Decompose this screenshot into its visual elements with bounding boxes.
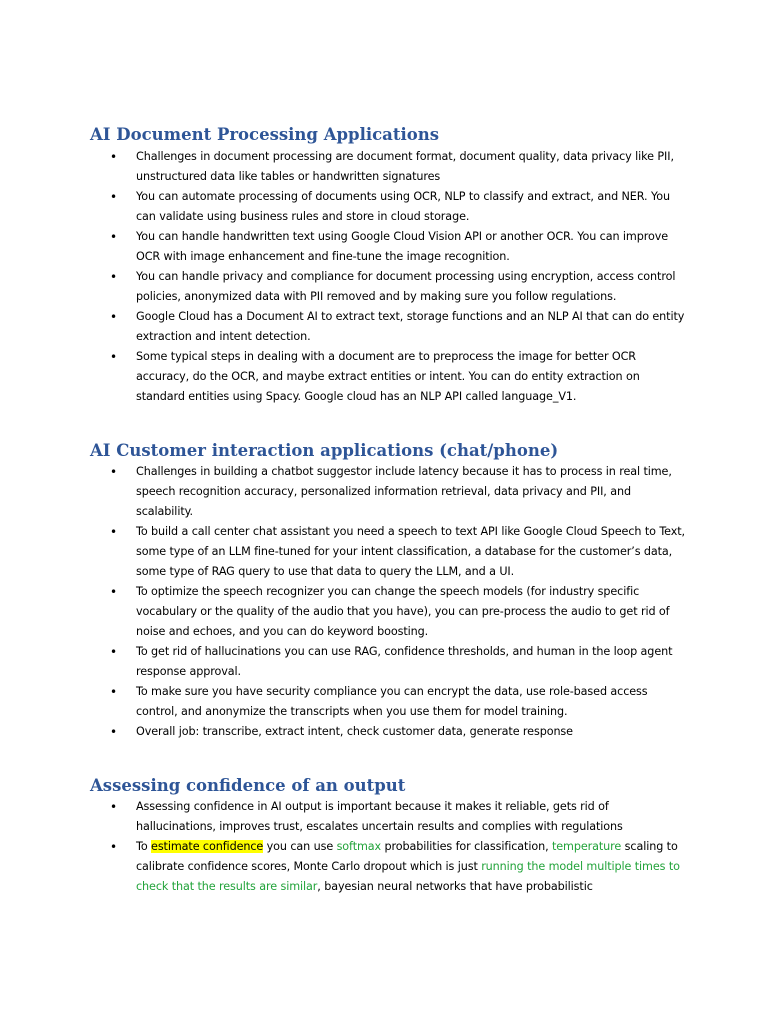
list-item: • You can handle privacy and compliance for document processing using encryption, access control policies, anonymized data with PII removed and by making sure you follow regulations. [90, 267, 690, 307]
text-run: you can use [263, 840, 337, 853]
text-run: probabilities for classification, [381, 840, 552, 853]
list-item: • To build a call center chat assistant you need a speech to text API like Google Cloud Speech to Text, some type of an LLM fine-tuned for your intent classification, a database for the customer’s data, some type of RAG query to use that data to query the LLM, and a UI. [90, 522, 690, 582]
section-heading-assessing-confidence: Assessing confidence of an output [90, 776, 406, 795]
text-run: scaling to calibrate confidence scores, Monte Carlo dropout which is just [136, 840, 678, 873]
list-item: • You can automate processing of documents using OCR, NLP to classify and extract, and NER. You can validate using business rules and store in cloud storage. [90, 187, 690, 227]
highlighted-text-softmax: softmax [336, 840, 382, 853]
text-run: , bayesian neural networks that have probabilistic [317, 880, 593, 893]
bullet-list-customer-interaction [90, 462, 690, 742]
highlighted-text-estimate-confidence: estimate confidence [151, 840, 264, 853]
list-item: • To optimize the speech recognizer you can change the speech models (for industry specific vocabulary or the quality of the audio that you have), you can pre-process the audio to get rid of noise and echoes, and you can do keyword boosting. [90, 582, 690, 642]
list-item: • Challenges in document processing are document format, document quality, data privacy like PII, unstructured data like tables or handwritten signatures [90, 147, 690, 187]
list-item: • Overall job: transcribe, extract intent, check customer data, generate response [90, 722, 690, 742]
bullet-list-assessing-confidence [90, 797, 690, 897]
list-item-estimate-confidence [90, 837, 690, 897]
list-item: • Google Cloud has a Document AI to extract text, storage functions and an NLP AI that can do entity extraction and intent detection. [90, 307, 690, 347]
list-item: • Some typical steps in dealing with a document are to preprocess the image for better OCR accuracy, do the OCR, and maybe extract entities or intent. You can do entity extraction on standard entities using Spacy. Google cloud has an NLP API called language_V1. [90, 347, 690, 407]
highlighted-text-run-model-multiple-times: running the model multiple times to check that the results are similar [136, 860, 680, 893]
list-item: • You can handle handwritten text using Google Cloud Vision API or another OCR. You can improve OCR with image enhancement and fine-tune the image recognition. [90, 227, 690, 267]
list-item: • To make sure you have security compliance you can encrypt the data, use role-based access control, and anonymize the transcripts when you use them for model training. [90, 682, 690, 722]
bullet-list-document-processing [90, 147, 690, 407]
list-item: • To get rid of hallucinations you can use RAG, confidence thresholds, and human in the loop agent response approval. [90, 642, 690, 682]
text-run: To [136, 840, 152, 853]
highlighted-text-temperature: temperature [551, 840, 622, 853]
list-item: • Assessing confidence in AI output is important because it makes it reliable, gets rid of hallucinations, improves trust, escalates uncertain results and complies with regulations [90, 797, 690, 837]
section-heading-customer-interaction: AI Customer interaction applications (chat/phone) [90, 441, 559, 460]
list-item: • Challenges in building a chatbot suggestor include latency because it has to process in real time, speech recognition accuracy, personalized information retrieval, data privacy and PII, and scalability. [90, 462, 690, 522]
section-heading-document-processing: AI Document Processing Applications [90, 125, 440, 144]
